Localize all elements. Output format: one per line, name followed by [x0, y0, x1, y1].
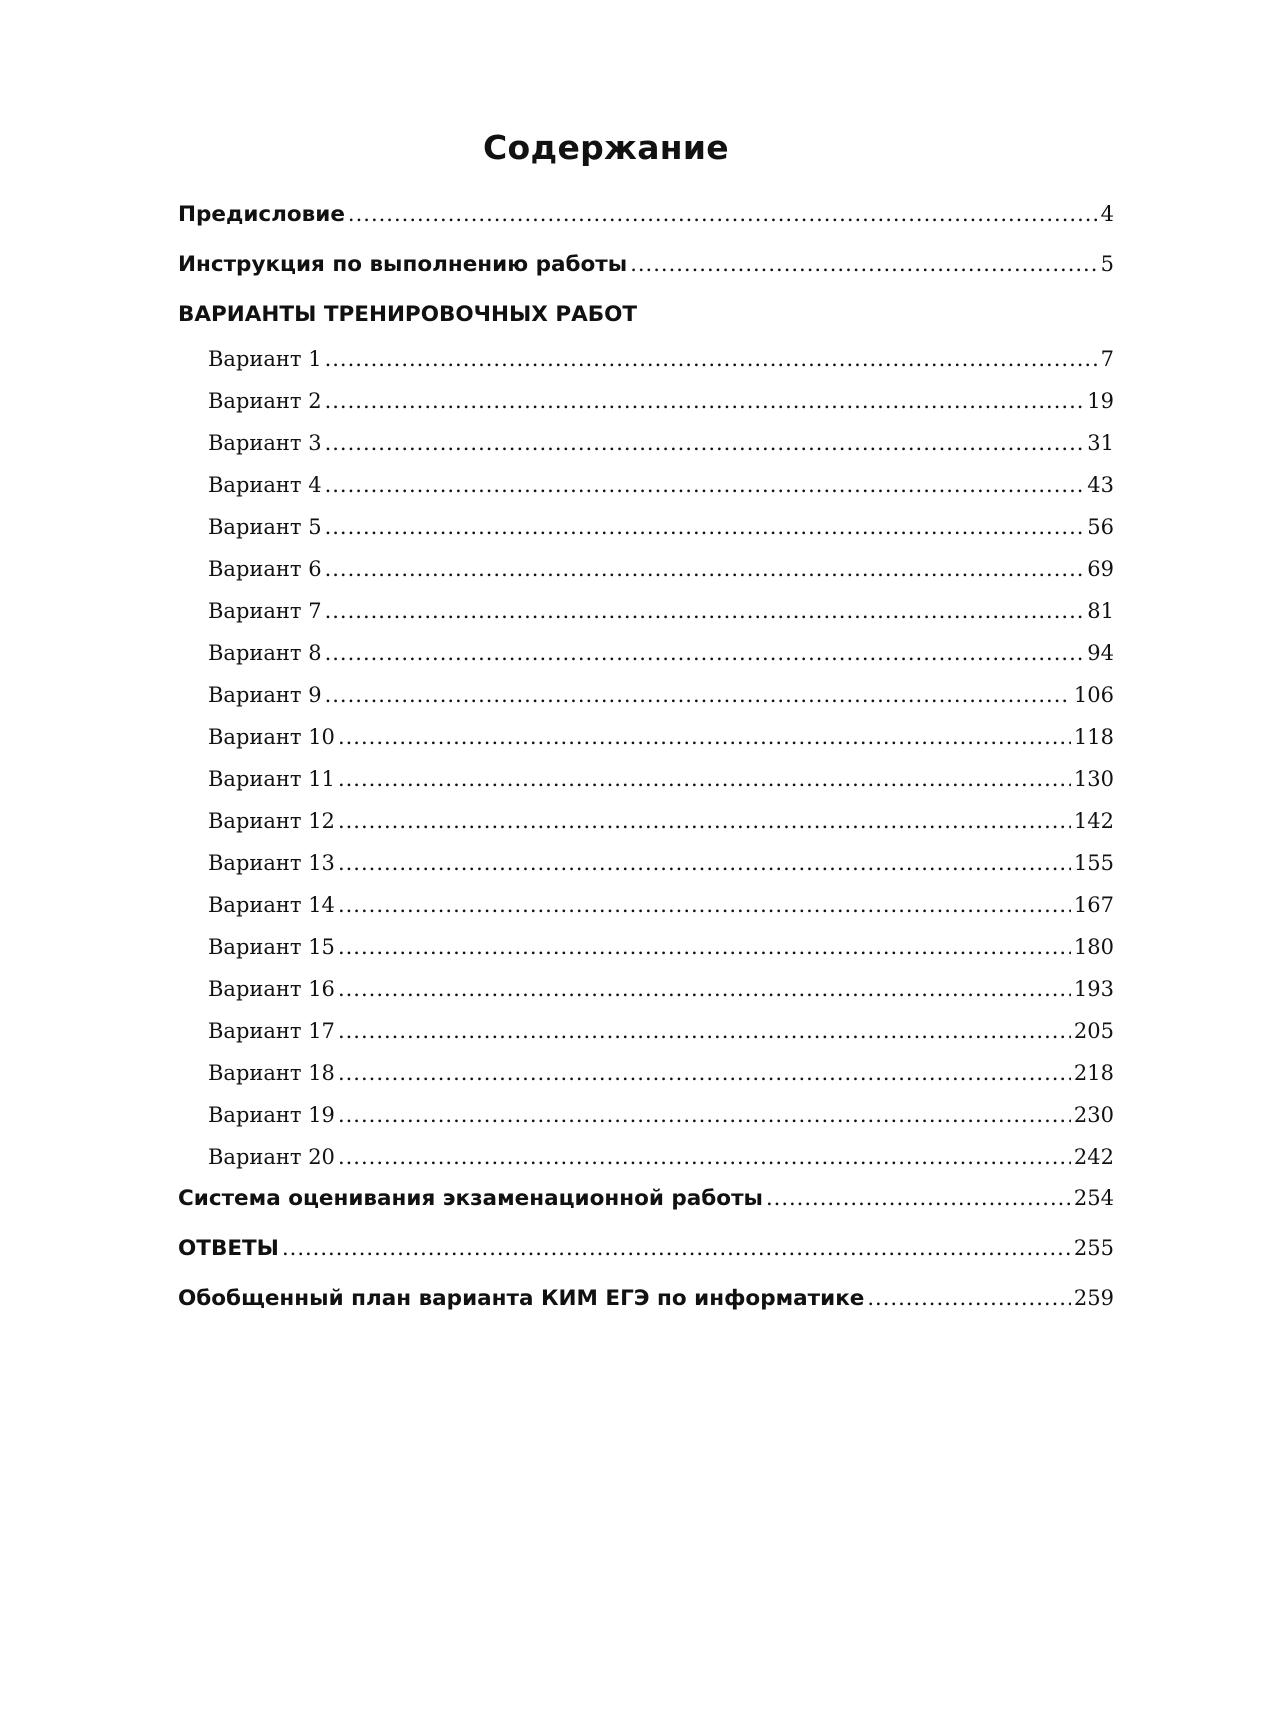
- toc-entry-page: 43: [1087, 473, 1114, 497]
- page-title: Содержание: [483, 128, 729, 167]
- toc-entry-grading[interactable]: [178, 1186, 1114, 1211]
- dot-leader: [766, 1186, 1071, 1210]
- toc-entry-label: Вариант 7: [208, 599, 322, 623]
- toc-entry-label: Обобщенный план варианта КИМ ЕГЭ по информатике: [178, 1286, 865, 1311]
- section-heading-variants: ВАРИАНТЫ ТРЕНИРОВОЧНЫХ РАБОТ: [178, 302, 638, 327]
- toc-entry-page: 259: [1073, 1286, 1114, 1310]
- dot-leader: [325, 473, 1085, 497]
- toc-entry-label: Вариант 17: [208, 1019, 335, 1043]
- toc-entry-variant[interactable]: [208, 893, 1114, 917]
- toc-entry-variant[interactable]: [208, 977, 1114, 1001]
- toc-entry-variant[interactable]: [208, 389, 1114, 413]
- toc-entry-page: 242: [1073, 1145, 1114, 1169]
- toc-entry-page: 81: [1087, 599, 1114, 623]
- toc-entry-page: 19: [1087, 389, 1114, 413]
- dot-leader: [338, 767, 1071, 791]
- toc-entry-variant[interactable]: [208, 641, 1114, 665]
- toc-entry-label: ОТВЕТЫ: [178, 1236, 279, 1261]
- toc-entry-page: 7: [1100, 347, 1114, 371]
- dot-leader: [338, 977, 1071, 1001]
- toc-entry-page: 56: [1087, 515, 1114, 539]
- dot-leader: [338, 1145, 1071, 1169]
- toc-entry-variant[interactable]: [208, 767, 1114, 791]
- toc-entry-page: 180: [1073, 935, 1114, 959]
- toc-entry-page: 193: [1073, 977, 1114, 1001]
- dot-leader: [325, 431, 1085, 455]
- dot-leader: [325, 515, 1085, 539]
- toc-entry-page: 5: [1100, 252, 1114, 276]
- toc-entry-variant[interactable]: [208, 1103, 1114, 1127]
- toc-entry-label: Предисловие: [178, 202, 345, 227]
- toc-entry-page: 167: [1073, 893, 1114, 917]
- dot-leader: [325, 347, 1098, 371]
- toc-entry-page: 205: [1073, 1019, 1114, 1043]
- toc-entry-general-plan[interactable]: [178, 1286, 1114, 1311]
- toc-entry-page: 142: [1073, 809, 1114, 833]
- dot-leader: [338, 935, 1071, 959]
- toc-entry-label: Вариант 15: [208, 935, 335, 959]
- toc-entry-variant[interactable]: [208, 515, 1114, 539]
- toc-entry-variant[interactable]: [208, 557, 1114, 581]
- toc-entry-variant[interactable]: [208, 1061, 1114, 1085]
- dot-leader: [348, 202, 1098, 226]
- toc-entry-variant[interactable]: [208, 473, 1114, 497]
- toc-entry-variant[interactable]: [208, 1019, 1114, 1043]
- dot-leader: [325, 557, 1085, 581]
- toc-entry-label: Вариант 13: [208, 851, 335, 875]
- toc-entry-variant[interactable]: [208, 683, 1114, 707]
- dot-leader: [325, 599, 1085, 623]
- toc-entry-page: 155: [1073, 851, 1114, 875]
- toc-entry-label: Вариант 6: [208, 557, 322, 581]
- toc-entry-variant[interactable]: [208, 851, 1114, 875]
- toc-entry-label: Вариант 10: [208, 725, 335, 749]
- toc-entry-variant[interactable]: [208, 347, 1114, 371]
- toc-entry-label: Вариант 5: [208, 515, 322, 539]
- toc-entry-label: Вариант 4: [208, 473, 322, 497]
- dot-leader: [338, 809, 1071, 833]
- dot-leader: [325, 641, 1085, 665]
- dot-leader: [630, 252, 1097, 276]
- toc-entry-page: 130: [1073, 767, 1114, 791]
- toc-entry-label: Вариант 11: [208, 767, 335, 791]
- toc-entry-answers[interactable]: [178, 1236, 1114, 1261]
- toc-entry-page: 4: [1100, 202, 1114, 226]
- dot-leader: [338, 1019, 1071, 1043]
- toc-entry-label: Вариант 18: [208, 1061, 335, 1085]
- toc-entry-variant[interactable]: [208, 809, 1114, 833]
- toc-entry-label: Вариант 20: [208, 1145, 335, 1169]
- toc-entry-label: Вариант 2: [208, 389, 322, 413]
- toc-entry-variant[interactable]: [208, 599, 1114, 623]
- toc-entry-page: 255: [1073, 1236, 1114, 1260]
- toc-entry-page: 106: [1073, 683, 1114, 707]
- toc-entry-label: Вариант 9: [208, 683, 322, 707]
- toc-entry-page: 118: [1073, 725, 1114, 749]
- toc-entry-label: Инструкция по выполнению работы: [178, 252, 628, 277]
- toc-entry-label: Вариант 14: [208, 893, 335, 917]
- toc-entry-page: 94: [1087, 641, 1114, 665]
- table-of-contents: [178, 0, 1114, 1713]
- toc-entry-label: Вариант 12: [208, 809, 335, 833]
- toc-entry-page: 218: [1073, 1061, 1114, 1085]
- dot-leader: [338, 893, 1071, 917]
- toc-entry-label: Вариант 3: [208, 431, 322, 455]
- toc-entry-page: 31: [1087, 431, 1114, 455]
- toc-entry-preface[interactable]: [178, 202, 1114, 227]
- dot-leader: [338, 725, 1071, 749]
- dot-leader: [338, 851, 1071, 875]
- toc-entry-label: Вариант 19: [208, 1103, 335, 1127]
- toc-entry-variant[interactable]: [208, 1145, 1114, 1169]
- toc-entry-page: 230: [1073, 1103, 1114, 1127]
- toc-entry-label: Вариант 1: [208, 347, 322, 371]
- dot-leader: [325, 683, 1071, 707]
- toc-entry-instructions[interactable]: [178, 252, 1114, 277]
- toc-entry-label: Вариант 16: [208, 977, 335, 1001]
- dot-leader: [338, 1061, 1071, 1085]
- toc-entry-variant[interactable]: [208, 725, 1114, 749]
- toc-entry-page: 254: [1073, 1186, 1114, 1210]
- toc-entry-page: 69: [1087, 557, 1114, 581]
- dot-leader: [867, 1286, 1071, 1310]
- dot-leader: [338, 1103, 1071, 1127]
- dot-leader: [325, 389, 1085, 413]
- dot-leader: [282, 1236, 1071, 1260]
- toc-entry-label: Система оценивания экзаменационной работы: [178, 1186, 763, 1211]
- toc-entry-variant[interactable]: [208, 431, 1114, 455]
- toc-entry-variant[interactable]: [208, 935, 1114, 959]
- toc-entry-label: Вариант 8: [208, 641, 322, 665]
